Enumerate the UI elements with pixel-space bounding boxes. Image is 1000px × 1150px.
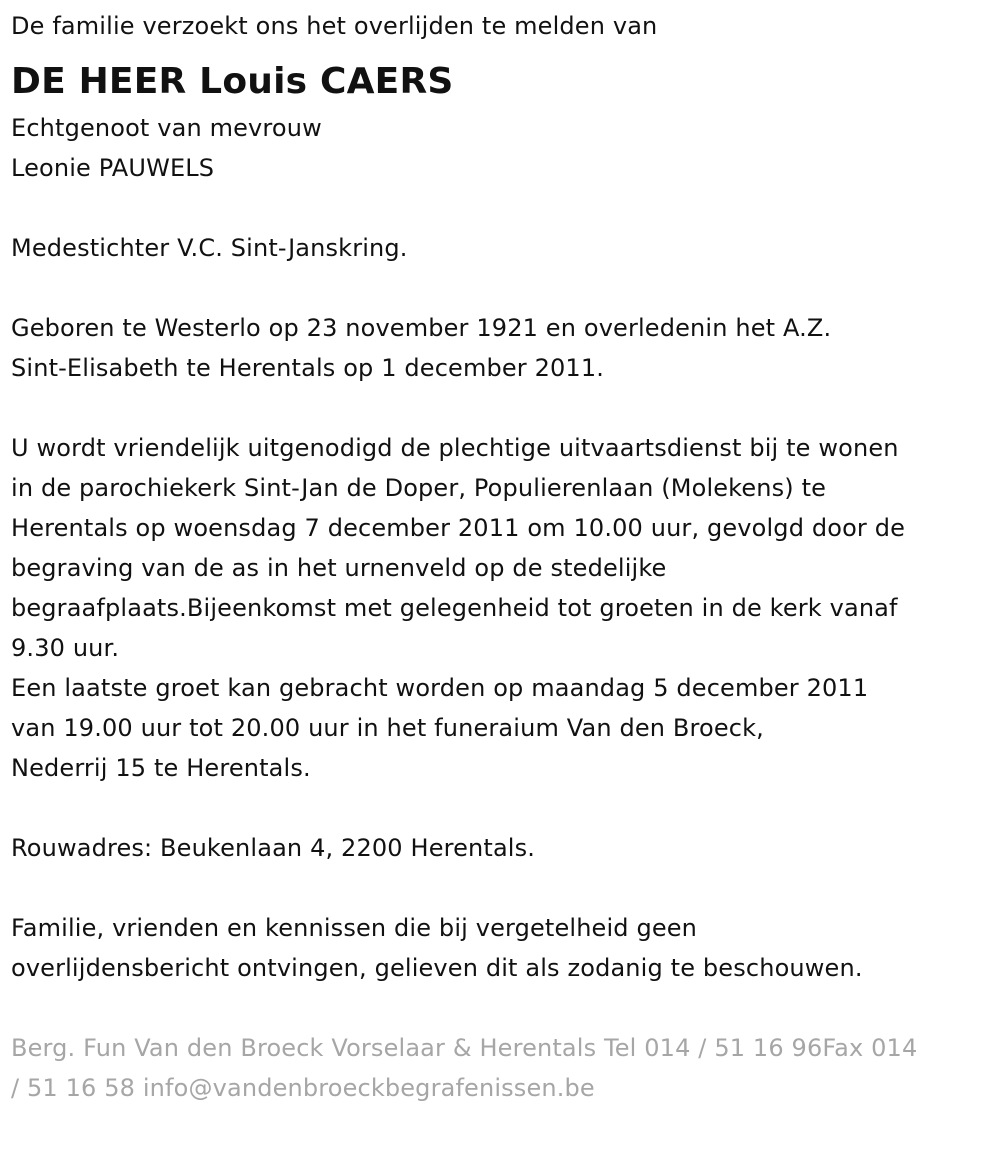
- footer-line: / 51 16 58 info@vandenbroeckbegrafenissen.be: [11, 1074, 595, 1102]
- service-line: begraving van de as in het urnenveld op de stedelijke: [11, 554, 667, 582]
- deceased-name: DE HEER Louis CAERS: [11, 61, 454, 102]
- footer-line: Berg. Fun Van den Broeck Vorselaar & Herentals Tel 014 / 51 16 96Fax 014: [11, 1034, 918, 1062]
- service-line: Nederrij 15 te Herentals.: [11, 754, 311, 782]
- spacer: [11, 268, 991, 308]
- mourning-address: Rouwadres: Beukenlaan 4, 2200 Herentals.: [11, 834, 536, 862]
- closing-line: overlijdensbericht ontvingen, gelieven dit als zodanig te beschouwen.: [11, 954, 863, 982]
- closing-paragraph: [11, 908, 991, 988]
- intro-text: De familie verzoekt ons het overlijden te melden van: [11, 12, 658, 40]
- birth-death-paragraph: [11, 308, 991, 388]
- spouse-line-1: Echtgenoot van mevrouw: [11, 114, 322, 142]
- service-line: van 19.00 uur tot 20.00 uur in het funeraium Van den Broeck,: [11, 714, 764, 742]
- service-line: U wordt vriendelijk uitgenodigd de plechtige uitvaartsdienst bij te wonen: [11, 434, 899, 462]
- spacer: [11, 868, 991, 908]
- funeral-home-footer: [11, 1028, 991, 1108]
- service-line: Herentals op woensdag 7 december 2011 om 10.00 uur, gevolgd door de: [11, 514, 906, 542]
- spacer: [11, 188, 991, 228]
- spacer: [11, 388, 991, 428]
- service-line: in de parochiekerk Sint-Jan de Doper, Populierenlaan (Molekens) te: [11, 474, 827, 502]
- birth-death-line: Sint-Elisabeth te Herentals op 1 december 2011.: [11, 354, 605, 382]
- service-line: Een laatste groet kan gebracht worden op maandag 5 december 2011: [11, 674, 869, 702]
- birth-death-line: Geboren te Westerlo op 23 november 1921 en overledenin het A.Z.: [11, 314, 832, 342]
- spacer: [11, 788, 991, 828]
- service-paragraph: [11, 428, 991, 788]
- spouse-line-2: Leonie PAUWELS: [11, 154, 215, 182]
- service-line: 9.30 uur.: [11, 634, 120, 662]
- death-notice: [11, 6, 991, 1108]
- service-line: begraafplaats.Bijeenkomst met gelegenheid tot groeten in de kerk vanaf: [11, 594, 898, 622]
- role-text: Medestichter V.C. Sint-Janskring.: [11, 234, 408, 262]
- closing-line: Familie, vrienden en kennissen die bij vergetelheid geen: [11, 914, 698, 942]
- spacer: [11, 988, 991, 1028]
